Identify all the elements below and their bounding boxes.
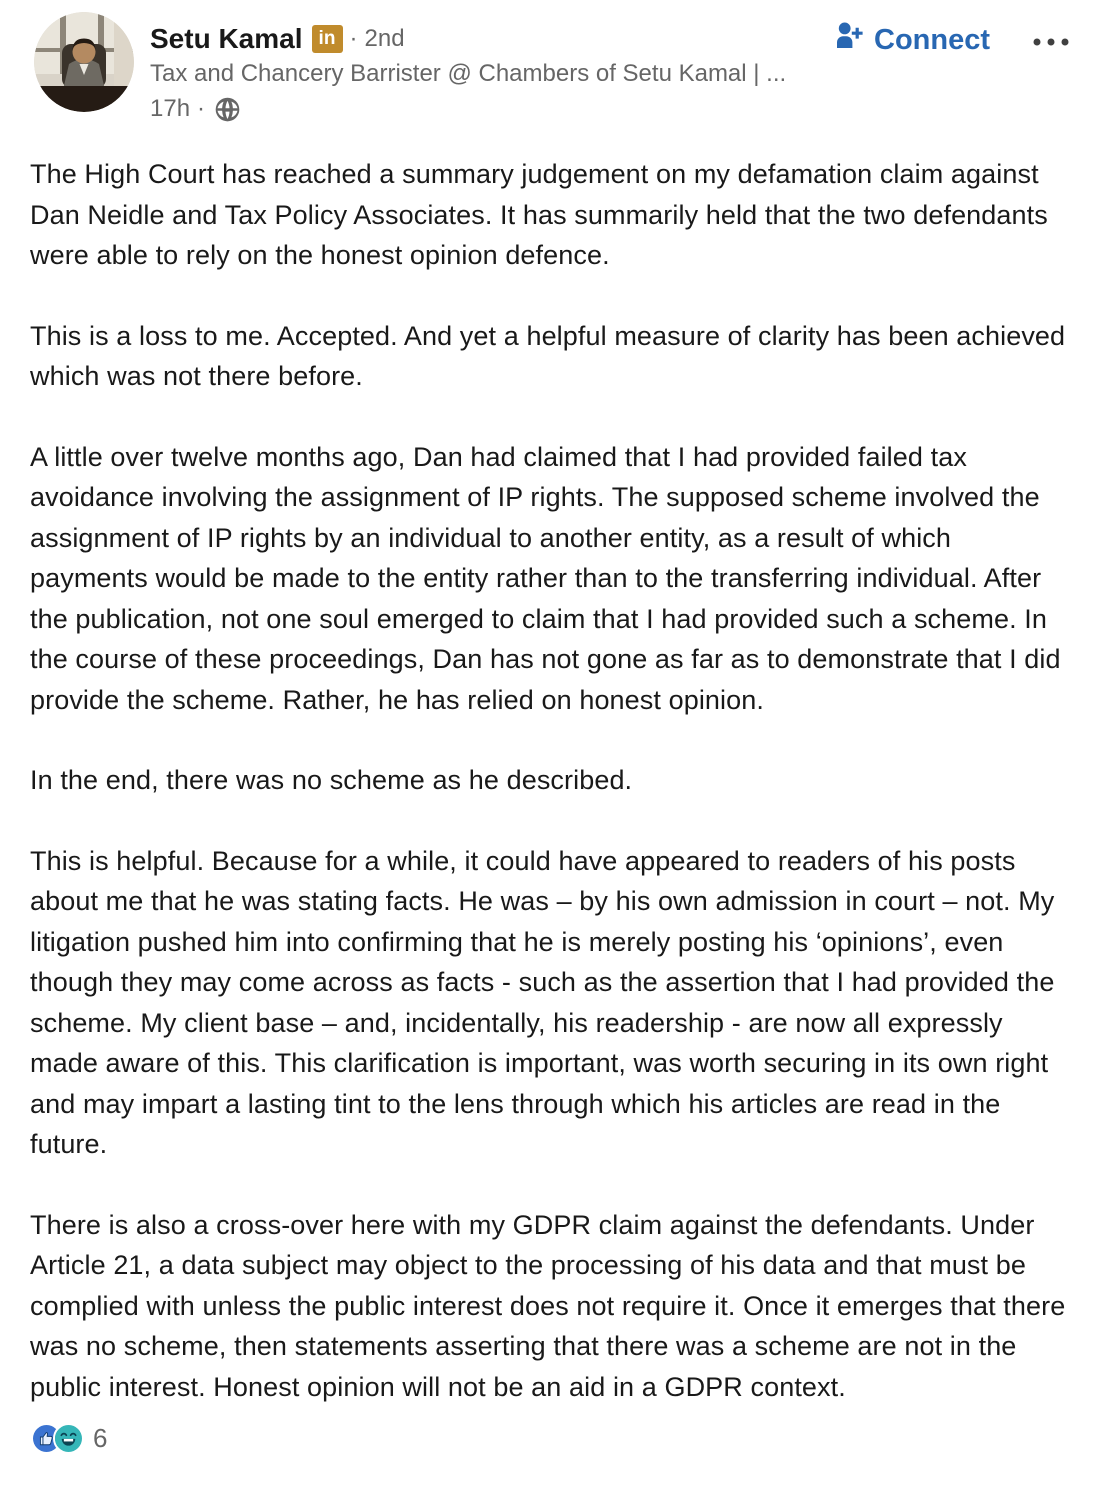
linkedin-premium-badge-icon: in xyxy=(312,25,343,53)
funny-reaction-icon[interactable] xyxy=(53,1423,84,1454)
post-paragraph: This is a loss to me. Accepted. And yet a helpful measure of clarity has been achieved which was not there before. xyxy=(30,320,1066,391)
post-header xyxy=(0,0,1098,124)
timestamp: 17h xyxy=(150,95,191,122)
person-add-icon xyxy=(833,20,865,60)
overflow-menu-button[interactable] xyxy=(1032,31,1070,50)
connection-degree: 2nd xyxy=(364,25,405,52)
post-body xyxy=(0,124,1098,1407)
connect-button[interactable] xyxy=(833,20,990,60)
post-paragraph: This is helpful. Because for a while, it could have appeared to readers of his posts about me that he was stating facts. He was – by his own admission in court – not. My litigation pushed him into confirming that he is merely posting his ‘opinions’, even though they may come across as facts - such as the assertion that I had provided the scheme. My client base – and, incidentally, his readership - are now all expressly made aware of this. This clarification is important, was worth securing in its own right and may impart a lasting tint to the lens through which his articles are read in the future. xyxy=(30,845,1055,1159)
actor-info xyxy=(150,12,786,124)
post-meta-row xyxy=(150,94,786,124)
header-actions xyxy=(833,20,1070,60)
avatar-photo xyxy=(34,12,134,112)
reaction-count[interactable]: 6 xyxy=(93,1423,108,1453)
separator-dot: · xyxy=(349,25,358,52)
post-paragraph: There is also a cross-over here with my GDPR claim against the defendants. Under Article 21, a data subject may object to the processing of his data and that must be complied with unless the public interest does not require it. Once it emerges that there was no scheme, then statements asserting that there was a scheme are not in the public interest. Honest opinion will not be an aid in a GDPR context. xyxy=(30,1209,1066,1402)
globe-icon xyxy=(214,96,241,123)
actor-headline: Tax and Chancery Barrister @ Chambers of Setu Kamal | ... xyxy=(150,60,787,87)
post-paragraph: The High Court has reached a summary judgement on my defamation claim against Dan Neidle and Tax Policy Associates. It has summarily held that the two defendants were able to rely on the honest opinion defence. xyxy=(30,159,1048,270)
avatar[interactable] xyxy=(34,12,134,112)
actor-name-row xyxy=(150,22,786,56)
post-paragraph: A little over twelve months ago, Dan had claimed that I had provided failed tax avoidance involving the assignment of IP rights. The supposed scheme involved the assignment of IP rights by an individual to another entity, as a result of which payments would be made to the entity rather than to the transferring individual. After the publication, not one soul emerged to claim that I had provided such a scheme. In the course of these proceedings, Dan has not gone as far as to demonstrate that I did provide the scheme. Rather, he has relied on honest opinion. xyxy=(30,441,1061,715)
post-paragraph: In the end, there was no scheme as he described. xyxy=(30,765,633,795)
actor-name[interactable]: Setu Kamal xyxy=(150,23,303,54)
social-proof-bar[interactable] xyxy=(0,1407,1098,1454)
separator-dot: · xyxy=(197,95,206,122)
ellipsis-icon xyxy=(1032,35,1070,50)
connect-label: Connect xyxy=(874,23,990,56)
